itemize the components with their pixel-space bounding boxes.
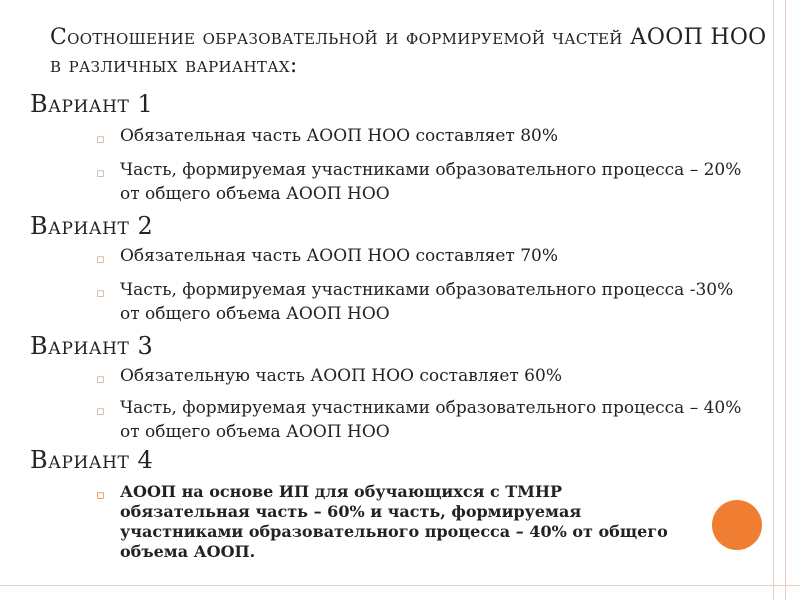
item-text: Часть, формируемая участниками образовательного процесса -30% от общего объема АООП НОО [120,280,734,324]
frame-line-right-inner [773,0,774,600]
bullet-icon: ▫ [96,286,105,301]
variant-1-item-1 [96,124,746,148]
item-text: Часть, формируемая участниками образовательного процесса – 40% от общего объема АООП НОО [120,398,742,442]
frame-line-right [785,0,786,600]
bullet-icon: ▫ [96,372,105,387]
variant-2-item-1 [96,244,746,268]
variant-4-item-1 [96,482,696,562]
bullet-icon: ▫ [96,488,105,503]
variant-3-item-2 [96,396,746,444]
item-text: Обязательная часть АООП НОО составляет 70% [120,246,559,266]
variant-2-heading: Вариант 2 [30,212,154,240]
item-text: Обязательная часть АООП НОО составляет 80% [120,126,559,146]
frame-line-bottom [0,585,800,586]
bullet-icon: ▫ [96,404,105,419]
variant-3-item-1 [96,364,746,388]
variant-1-heading: Вариант 1 [30,90,154,118]
slide-title: Соотношение образовательной и формируемой частей АООП НОО в различных вариантах: [50,25,767,78]
bullet-icon: ▫ [96,166,105,181]
item-text: АООП на основе ИП для обучающихся с ТМНР обязательная часть – 60% и часть, формируемая участниками образовательного процесса – 40% от общего объема АООП. [120,482,668,561]
variant-1-item-2 [96,158,746,206]
variant-2-item-2 [96,278,746,326]
bullet-icon: ▫ [96,252,105,267]
accent-circle [712,500,762,550]
variant-3-heading: Вариант 3 [30,332,154,360]
item-text: Обязательную часть АООП НОО составляет 60% [120,366,562,386]
item-text: Часть, формируемая участниками образовательного процесса – 20% от общего объема АООП НОО [120,160,742,204]
variant-4-heading: Вариант 4 [30,446,154,474]
bullet-icon: ▫ [96,132,105,147]
